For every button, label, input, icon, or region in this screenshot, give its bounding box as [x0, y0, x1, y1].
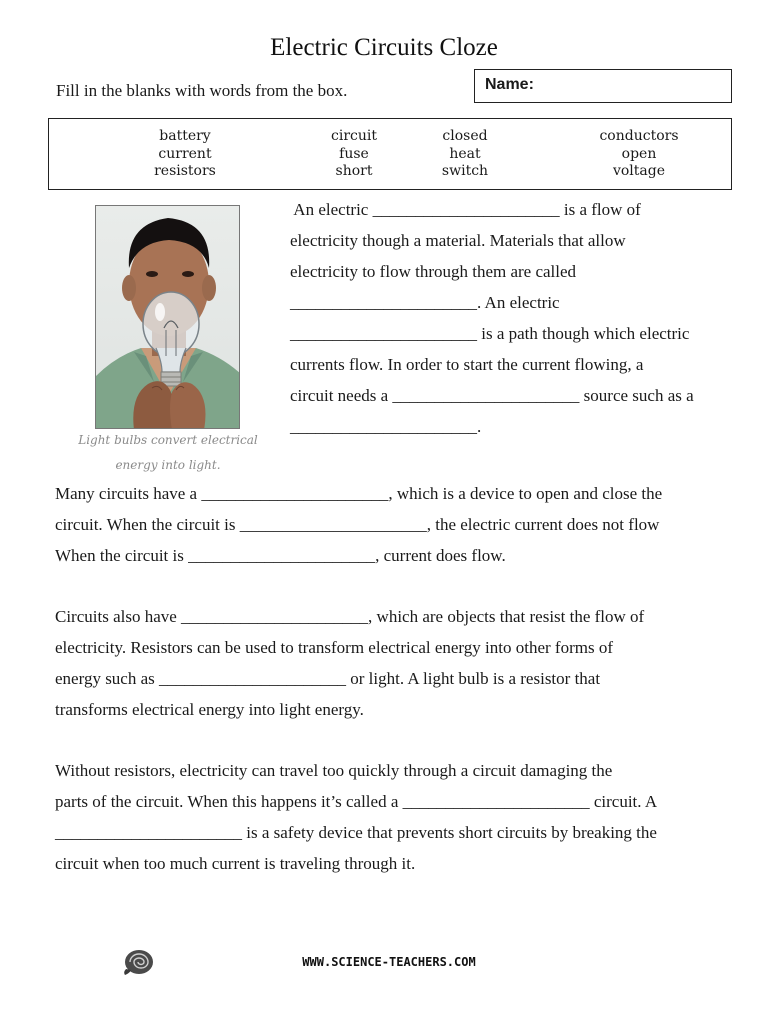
- text-line: Circuits also have ______________________, which are objects that resist the flow of: [55, 607, 645, 626]
- text-line: transforms electrical energy into light energy.: [55, 700, 364, 719]
- text-line: circuit. When the circuit is ______________________, the electric current does not flow: [55, 515, 660, 534]
- footer-url: WWW.SCIENCE-TEACHERS.COM: [302, 955, 476, 969]
- text-line: An electric ______________________ is a flow of: [290, 200, 641, 219]
- caption-line: energy into light.: [115, 458, 221, 472]
- text-line: Many circuits have a ______________________, which is a device to open and close the: [55, 484, 663, 503]
- word-bank-column: [569, 128, 709, 181]
- text-line: ______________________.: [290, 417, 482, 436]
- text-line: circuit needs a ______________________ source such as a: [290, 386, 694, 405]
- photo-caption: [70, 428, 266, 478]
- name-field[interactable]: [474, 69, 732, 103]
- instructions: Fill in the blanks with words from the box.: [56, 81, 348, 100]
- word-bank-word: switch: [441, 163, 489, 179]
- text-line: parts of the circuit. When this happens it’s called a ______________________ circuit. A: [55, 792, 658, 811]
- text-line: ______________________ is a path though which electric: [290, 324, 690, 343]
- text-line: electricity to flow through them are called: [290, 262, 577, 281]
- text-line: circuit when too much current is traveling through it.: [55, 854, 416, 873]
- word-bank-word: heat: [449, 145, 481, 162]
- word-bank-word: circuit: [331, 128, 377, 144]
- word-bank-column: [395, 128, 535, 181]
- paragraph-current: [290, 194, 694, 442]
- text-line: currents flow. In order to start the current flowing, a: [290, 355, 644, 374]
- name-label: Name:: [485, 76, 534, 93]
- word-bank: [48, 118, 732, 190]
- word-bank-word: fuse: [339, 145, 369, 162]
- text-line: Without resistors, electricity can travel too quickly through a circuit damaging the: [55, 761, 613, 780]
- page-title: Electric Circuits Cloze: [270, 34, 498, 61]
- word-bank-word: short: [335, 163, 373, 179]
- paragraph-switch: [55, 478, 662, 571]
- text-line: energy such as ______________________ or light. A light bulb is a resistor that: [55, 669, 601, 688]
- paragraph-resistors: [55, 601, 644, 725]
- word-bank-word: open: [621, 145, 657, 162]
- text-line: When the circuit is ______________________, current does flow.: [55, 546, 506, 565]
- word-bank-word: closed: [442, 128, 488, 144]
- word-bank-column: [115, 128, 255, 181]
- light-bulb-photo: [95, 205, 240, 429]
- word-bank-word: conductors: [599, 128, 679, 144]
- text-line: ______________________ is a safety device that prevents short circuits by breaking the: [55, 823, 657, 842]
- caption-line: Light bulbs convert electrical: [78, 433, 258, 447]
- word-bank-word: battery: [159, 128, 211, 144]
- text-line: electricity. Resistors can be used to transform electrical energy into other forms of: [55, 638, 613, 657]
- text-line: ______________________. An electric: [290, 293, 560, 312]
- word-bank-word: current: [158, 145, 212, 162]
- word-bank-word: resistors: [154, 163, 216, 179]
- word-bank-word: voltage: [612, 163, 666, 179]
- paragraph-short-circuit: [55, 755, 657, 879]
- text-line: electricity though a material. Materials that allow: [290, 231, 626, 250]
